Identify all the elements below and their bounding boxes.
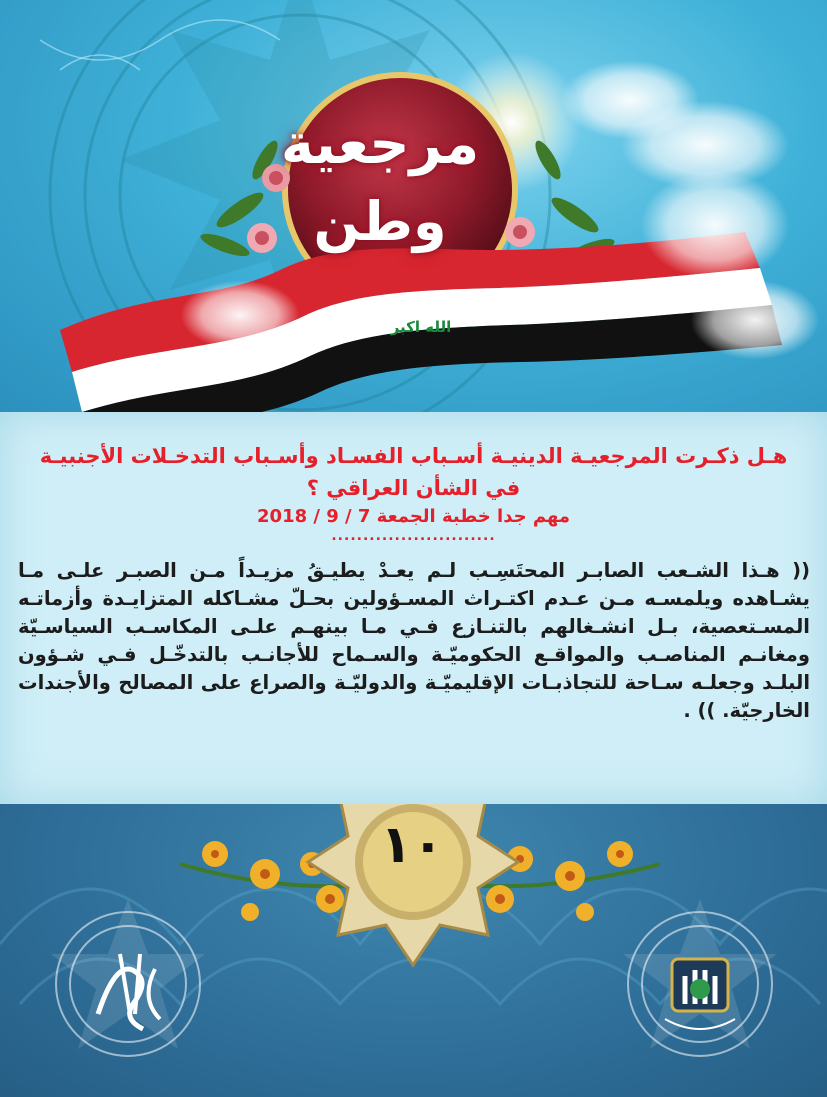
separator: ..........................: [331, 528, 496, 544]
poster-title-line2: وطن: [313, 190, 447, 253]
badge-number: ١٠: [380, 815, 444, 875]
question-line-1: هـل ذكـرت المرجعيـة الدينيـة أسـباب الفسـاد وأسـباب التدخـلات الأجنبيـة: [39, 444, 788, 468]
question-line-2: في الشأن العراقي ؟: [306, 476, 521, 500]
cloud: [690, 280, 820, 360]
cloud: [180, 280, 300, 350]
quote-text: (( هـذا الشـعب الصابـر المحتَسِـب لـم يعـدْ يطيـقُ مزيـداً مـن الصبـر علـى مـا يشـاهده ويلمسـه مـن عـدم اكتـراث المسـؤولين بحـلّ مشـاكله المتزايـدة وأزماتـه المسـتعصية، بـل انشـغالهم بالتنـازع فـي مـا بينهـم علـى المكاسـب السياسـيّة ومغانـم المناصـب والمواقـع الحكوميّـة والسـماح للأجانـب بالتدخّـل فـي شـؤون البلـد وجعلـه سـاحة للتجاذبـات الإقليميّـة والدوليّـة والصراع على المصالح والأجندات الخارجيّة. )) .: [18, 559, 810, 722]
cloud: [640, 170, 790, 280]
poster-title: مرجعية: [280, 112, 480, 177]
flag-inscription: الله اكبر: [390, 318, 452, 336]
subtitle: مهم جدا خطبة الجمعة 7 / 9 / 2018: [257, 506, 570, 527]
